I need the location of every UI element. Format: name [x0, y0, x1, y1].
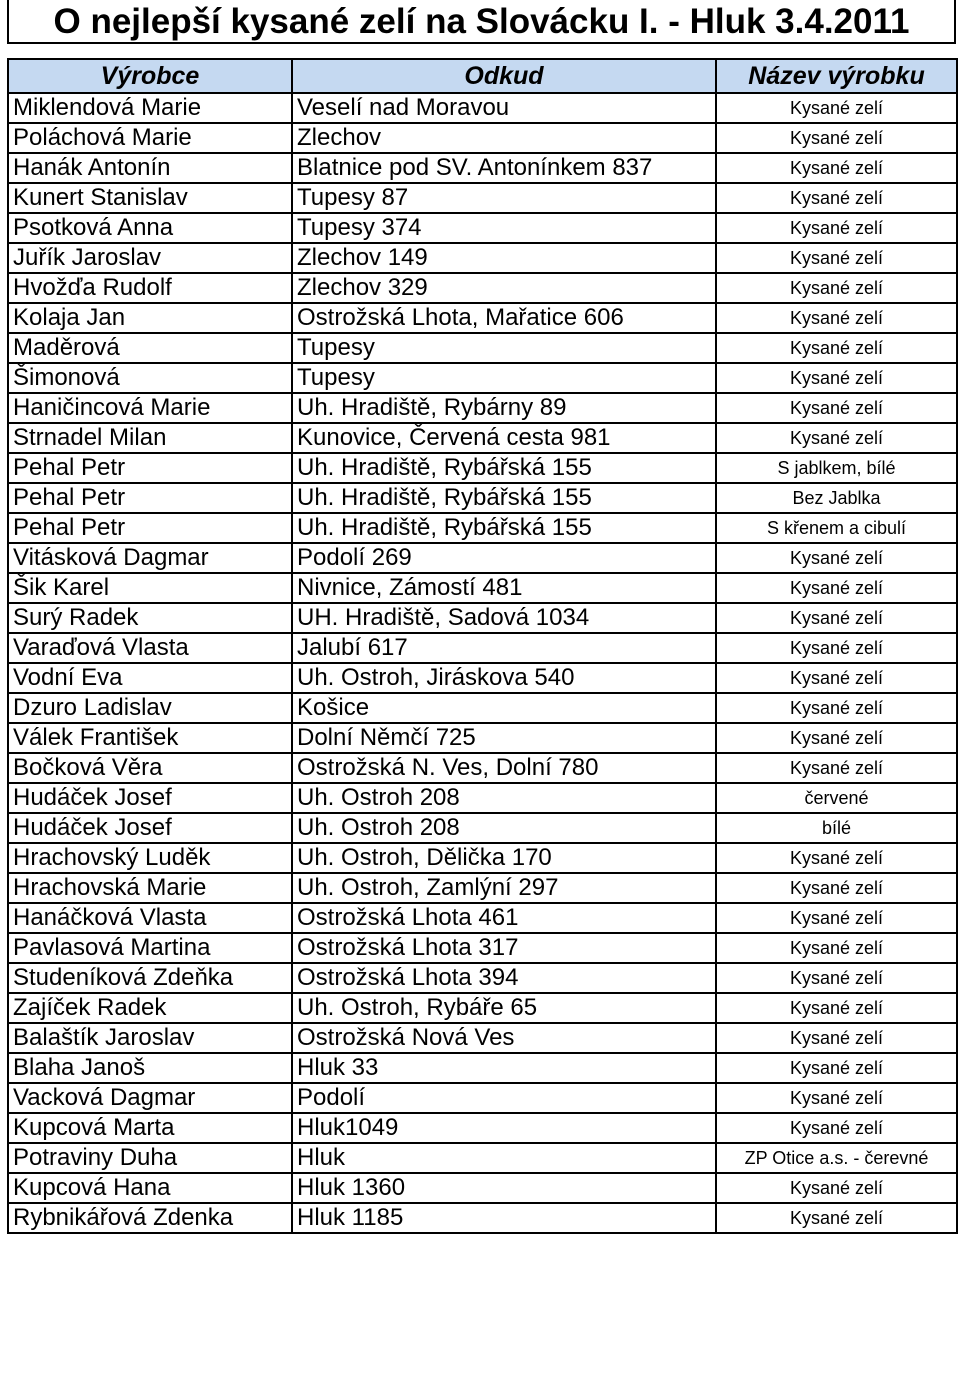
producer-cell: Rybnikářová Zdenka: [8, 1203, 292, 1233]
table-row: [8, 1083, 957, 1113]
product-cell: Kysané zelí: [716, 273, 957, 303]
table-row: [8, 273, 957, 303]
product-cell: Kysané zelí: [716, 903, 957, 933]
origin-cell: Uh. Ostroh, Jiráskova 540: [292, 663, 716, 693]
table-row: [8, 1143, 957, 1173]
table-row: [8, 813, 957, 843]
product-cell: Kysané zelí: [716, 753, 957, 783]
origin-cell: Tupesy: [292, 363, 716, 393]
origin-cell: Dolní Němčí 725: [292, 723, 716, 753]
producer-cell: Juřík Jaroslav: [8, 243, 292, 273]
origin-cell: Jalubí 617: [292, 633, 716, 663]
table-row: [8, 1173, 957, 1203]
table-row: [8, 93, 957, 123]
origin-cell: Hluk 1360: [292, 1173, 716, 1203]
producer-cell: Strnadel Milan: [8, 423, 292, 453]
producer-cell: Dzuro Ladislav: [8, 693, 292, 723]
table-row: [8, 963, 957, 993]
column-header-product: Název výrobku: [716, 59, 957, 93]
origin-cell: Uh. Ostroh 208: [292, 783, 716, 813]
origin-cell: Ostrožská Lhota 394: [292, 963, 716, 993]
table-row: [8, 573, 957, 603]
product-cell: Kysané zelí: [716, 423, 957, 453]
product-cell: Kysané zelí: [716, 1113, 957, 1143]
product-cell: Kysané zelí: [716, 663, 957, 693]
producer-cell: Blaha Janoš: [8, 1053, 292, 1083]
origin-cell: Tupesy 87: [292, 183, 716, 213]
product-cell: Kysané zelí: [716, 183, 957, 213]
origin-cell: Košice: [292, 693, 716, 723]
producer-cell: Zajíček Radek: [8, 993, 292, 1023]
origin-cell: Hluk 33: [292, 1053, 716, 1083]
product-cell: Kysané zelí: [716, 633, 957, 663]
table-row: [8, 903, 957, 933]
product-cell: Kysané zelí: [716, 333, 957, 363]
producer-cell: Šik Karel: [8, 573, 292, 603]
producer-cell: Hrachovský Luděk: [8, 843, 292, 873]
origin-cell: Uh. Hradiště, Rybářská 155: [292, 513, 716, 543]
product-cell: Kysané zelí: [716, 933, 957, 963]
origin-cell: Zlechov 329: [292, 273, 716, 303]
origin-cell: Ostrožská N. Ves, Dolní 780: [292, 753, 716, 783]
table-row: [8, 153, 957, 183]
product-cell: Kysané zelí: [716, 93, 957, 123]
table-row: [8, 333, 957, 363]
product-cell: Kysané zelí: [716, 573, 957, 603]
product-cell: Kysané zelí: [716, 543, 957, 573]
producer-cell: Potraviny Duha: [8, 1143, 292, 1173]
table-body: [8, 93, 957, 1233]
producers-table: [7, 58, 958, 1234]
product-cell: Kysané zelí: [716, 1203, 957, 1233]
origin-cell: Kunovice, Červená cesta 981: [292, 423, 716, 453]
origin-cell: Tupesy: [292, 333, 716, 363]
table-row: [8, 123, 957, 153]
table-row: [8, 363, 957, 393]
producer-cell: Psotková Anna: [8, 213, 292, 243]
product-cell: Bez Jablka: [716, 483, 957, 513]
origin-cell: Nivnice, Zámostí 481: [292, 573, 716, 603]
product-cell: Kysané zelí: [716, 603, 957, 633]
product-cell: Kysané zelí: [716, 723, 957, 753]
product-cell: ZP Otice a.s. - čerevné: [716, 1143, 957, 1173]
origin-cell: Ostrožská Lhota 461: [292, 903, 716, 933]
product-cell: Kysané zelí: [716, 693, 957, 723]
table-row: [8, 1023, 957, 1053]
product-cell: Kysané zelí: [716, 123, 957, 153]
table-row: [8, 663, 957, 693]
producer-cell: Vitásková Dagmar: [8, 543, 292, 573]
table-row: [8, 1053, 957, 1083]
header-row: [8, 59, 957, 93]
producer-cell: Surý Radek: [8, 603, 292, 633]
product-cell: Kysané zelí: [716, 153, 957, 183]
producer-cell: Hudáček Josef: [8, 783, 292, 813]
origin-cell: Uh. Ostroh, Zamlýní 297: [292, 873, 716, 903]
product-cell: Kysané zelí: [716, 393, 957, 423]
producer-cell: Maděrová: [8, 333, 292, 363]
origin-cell: Tupesy 374: [292, 213, 716, 243]
producer-cell: Miklendová Marie: [8, 93, 292, 123]
product-cell: Kysané zelí: [716, 213, 957, 243]
producer-cell: Vacková Dagmar: [8, 1083, 292, 1113]
origin-cell: Uh. Hradiště, Rybárny 89: [292, 393, 716, 423]
origin-cell: Podolí: [292, 1083, 716, 1113]
producer-cell: Varaďová Vlasta: [8, 633, 292, 663]
origin-cell: Uh. Ostroh, Dělička 170: [292, 843, 716, 873]
producer-cell: Hanáčková Vlasta: [8, 903, 292, 933]
table-row: [8, 1203, 957, 1233]
producer-cell: Pehal Petr: [8, 513, 292, 543]
producer-cell: Vodní Eva: [8, 663, 292, 693]
table-row: [8, 873, 957, 903]
producer-cell: Hrachovská Marie: [8, 873, 292, 903]
product-cell: červené: [716, 783, 957, 813]
table-row: [8, 1113, 957, 1143]
table-row: [8, 633, 957, 663]
product-cell: S jablkem, bílé: [716, 453, 957, 483]
product-cell: Kysané zelí: [716, 1053, 957, 1083]
product-cell: Kysané zelí: [716, 243, 957, 273]
origin-cell: Hluk: [292, 1143, 716, 1173]
producer-cell: Haničincová Marie: [8, 393, 292, 423]
producer-cell: Pehal Petr: [8, 483, 292, 513]
table-row: [8, 393, 957, 423]
table-row: [8, 453, 957, 483]
producer-cell: Pehal Petr: [8, 453, 292, 483]
product-cell: bílé: [716, 813, 957, 843]
column-header-origin: Odkud: [292, 59, 716, 93]
table-row: [8, 183, 957, 213]
origin-cell: Veselí nad Moravou: [292, 93, 716, 123]
origin-cell: UH. Hradiště, Sadová 1034: [292, 603, 716, 633]
product-cell: Kysané zelí: [716, 363, 957, 393]
product-cell: Kysané zelí: [716, 993, 957, 1023]
column-header-producer: Výrobce: [8, 59, 292, 93]
table-row: [8, 783, 957, 813]
product-cell: Kysané zelí: [716, 843, 957, 873]
origin-cell: Podolí 269: [292, 543, 716, 573]
product-cell: S křenem a cibulí: [716, 513, 957, 543]
producer-cell: Kupcová Hana: [8, 1173, 292, 1203]
producer-cell: Hanák Antonín: [8, 153, 292, 183]
origin-cell: Blatnice pod SV. Antonínkem 837: [292, 153, 716, 183]
producer-cell: Šimonová: [8, 363, 292, 393]
origin-cell: Ostrožská Lhota 317: [292, 933, 716, 963]
producer-cell: Studeníková Zdeňka: [8, 963, 292, 993]
origin-cell: Zlechov 149: [292, 243, 716, 273]
product-cell: Kysané zelí: [716, 303, 957, 333]
table-row: [8, 243, 957, 273]
producer-cell: Hudáček Josef: [8, 813, 292, 843]
table-row: [8, 543, 957, 573]
table-row: [8, 423, 957, 453]
origin-cell: Uh. Hradiště, Rybářská 155: [292, 483, 716, 513]
producer-cell: Hvožďa Rudolf: [8, 273, 292, 303]
origin-cell: Zlechov: [292, 123, 716, 153]
producer-cell: Poláchová Marie: [8, 123, 292, 153]
producer-cell: Pavlasová Martina: [8, 933, 292, 963]
table-row: [8, 843, 957, 873]
page-title: O nejlepší kysané zelí na Slovácku I. - Hluk 3.4.2011: [53, 1, 910, 41]
table-row: [8, 753, 957, 783]
table-row: [8, 303, 957, 333]
table-row: [8, 483, 957, 513]
producer-cell: Kupcová Marta: [8, 1113, 292, 1143]
producer-cell: Bočková Věra: [8, 753, 292, 783]
producer-cell: Balaštík Jaroslav: [8, 1023, 292, 1053]
title-box: [7, 0, 956, 44]
origin-cell: Hluk1049: [292, 1113, 716, 1143]
product-cell: Kysané zelí: [716, 873, 957, 903]
table-row: [8, 603, 957, 633]
product-cell: Kysané zelí: [716, 1023, 957, 1053]
origin-cell: Hluk 1185: [292, 1203, 716, 1233]
table-row: [8, 993, 957, 1023]
product-cell: Kysané zelí: [716, 1173, 957, 1203]
table-row: [8, 213, 957, 243]
producer-cell: Válek František: [8, 723, 292, 753]
origin-cell: Uh. Ostroh, Rybáře 65: [292, 993, 716, 1023]
table-row: [8, 933, 957, 963]
table-row: [8, 723, 957, 753]
producer-cell: Kunert Stanislav: [8, 183, 292, 213]
origin-cell: Ostrožská Nová Ves: [292, 1023, 716, 1053]
table-row: [8, 693, 957, 723]
product-cell: Kysané zelí: [716, 1083, 957, 1113]
origin-cell: Ostrožská Lhota, Mařatice 606: [292, 303, 716, 333]
origin-cell: Uh. Ostroh 208: [292, 813, 716, 843]
origin-cell: Uh. Hradiště, Rybářská 155: [292, 453, 716, 483]
product-cell: Kysané zelí: [716, 963, 957, 993]
producer-cell: Kolaja Jan: [8, 303, 292, 333]
table-row: [8, 513, 957, 543]
